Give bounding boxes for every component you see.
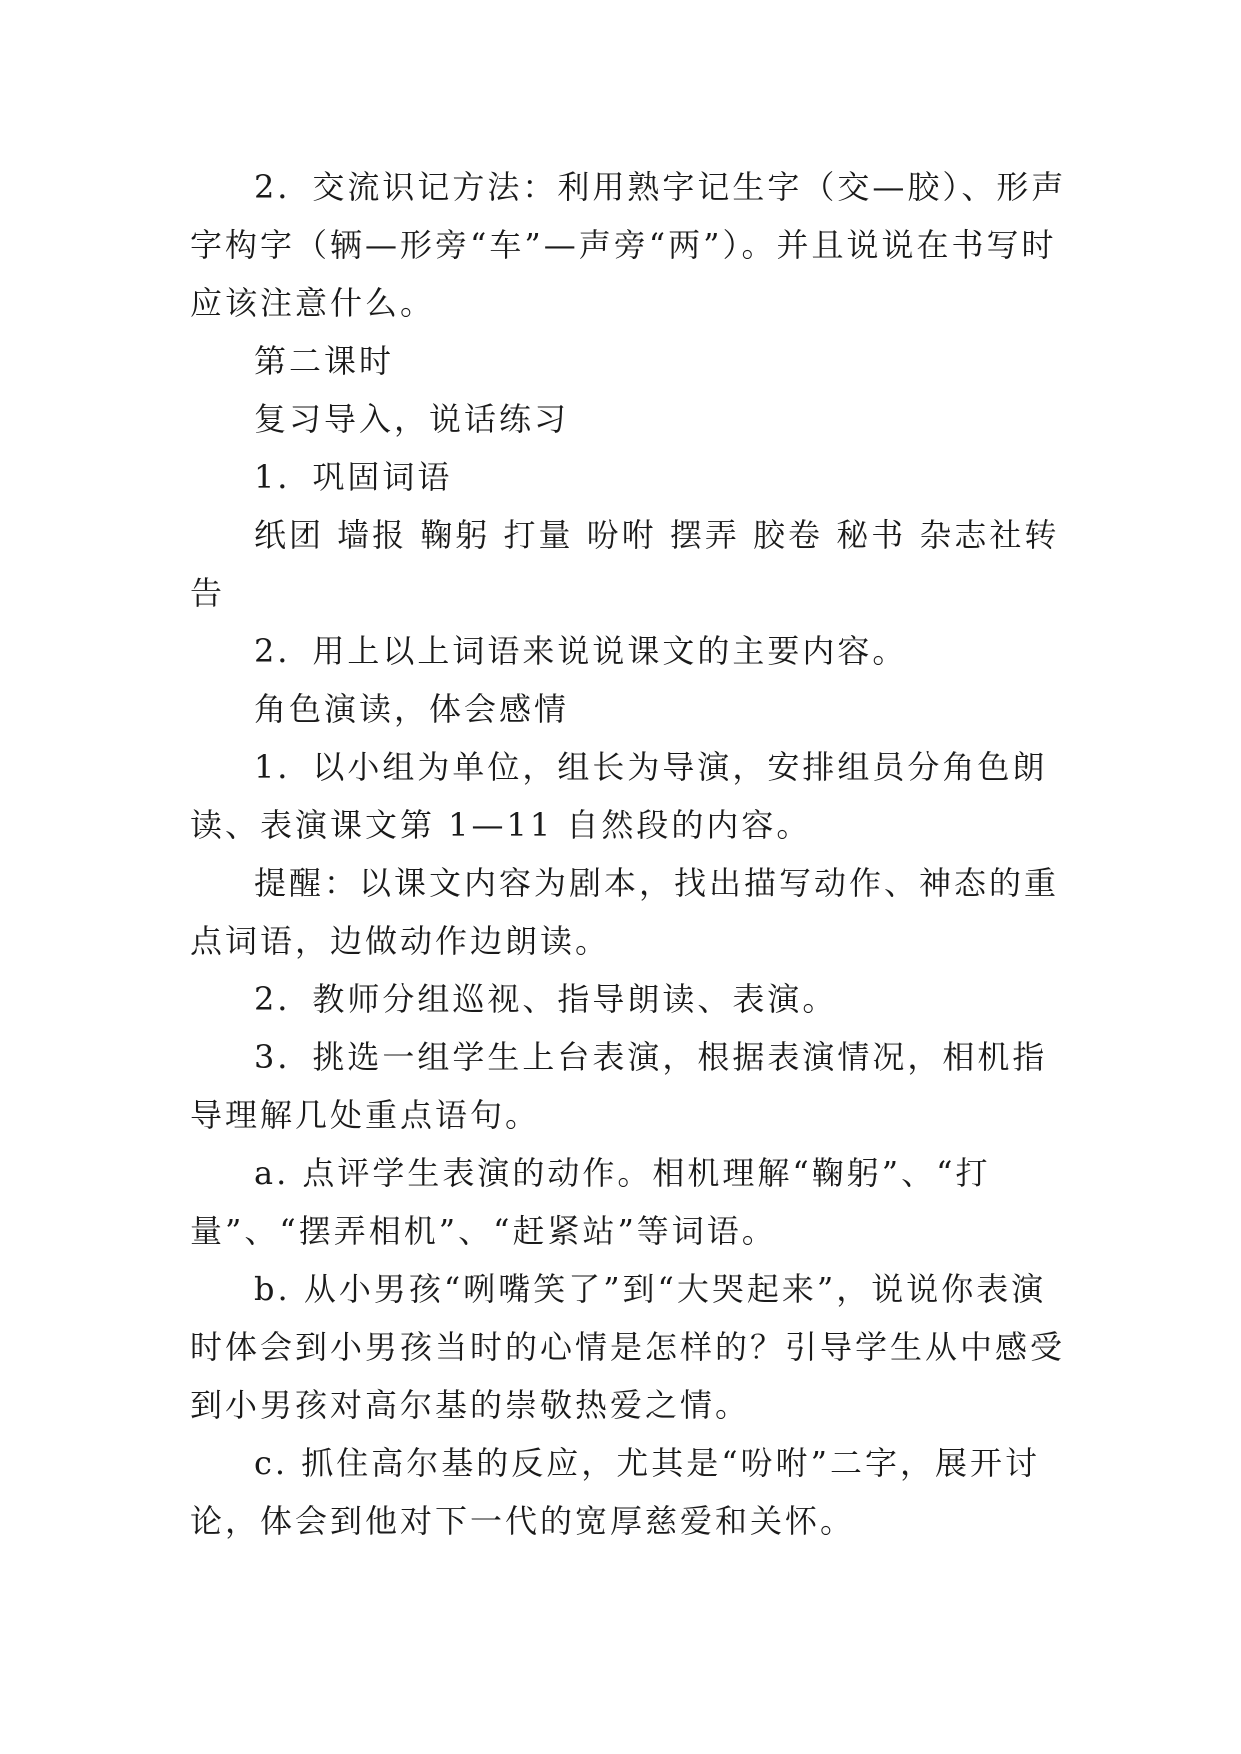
item-retell-content: 2．用上以上词语来说说课文的主要内容。 <box>254 632 908 670</box>
item-group-reading: 1．以小组为单位，组长为导演，安排组员分角色朗读、表演课文第 1—11 自然段的内容。 <box>190 748 1048 844</box>
vocabulary-list: 纸团 墙报 鞠躬 打量 吩咐 摆弄 胶卷 秘书 杂志社转告 <box>190 516 1060 612</box>
subitem-c: c. 抓住高尔基的反应，尤其是“吩咐”二字，展开讨论，体会到他对下一代的宽厚慈爱和关怀。 <box>190 1444 1040 1540</box>
item-student-performance: 3．挑选一组学生上台表演，根据表演情况，相机指导理解几处重点语句。 <box>190 1038 1048 1134</box>
item-teacher-guidance: 2．教师分组巡视、指导朗读、表演。 <box>254 980 838 1018</box>
paragraph-recognition-methods: 2．交流识记方法：利用熟字记生字（交—胶）、形声字构字（辆—形旁“车”—声旁“两”）。并且说说在书写时应该注意什么。 <box>190 168 1067 322</box>
subitem-b: b. 从小男孩“咧嘴笑了”到“大哭起来”，说说你表演时体会到小男孩当时的心情是怎样的？引导学生从中感受到小男孩对高尔基的崇敬热爱之情。 <box>190 1270 1066 1424</box>
item-consolidate-words: 1．巩固词语 <box>254 458 453 496</box>
document-body <box>190 158 1070 1550</box>
paragraph-reminder: 提醒：以课文内容为剧本，找出描写动作、神态的重点词语，边做动作边朗读。 <box>190 864 1060 960</box>
section-heading-review: 复习导入，说话练习 <box>254 400 570 438</box>
section-heading-role-reading: 角色演读，体会感情 <box>254 690 570 728</box>
lesson-heading-second-period: 第二课时 <box>254 342 395 380</box>
subitem-a: a. 点评学生表演的动作。相机理解“鞠躬”、“打量”、“摆弄相机”、“赶紧站”等词语。 <box>190 1154 991 1250</box>
